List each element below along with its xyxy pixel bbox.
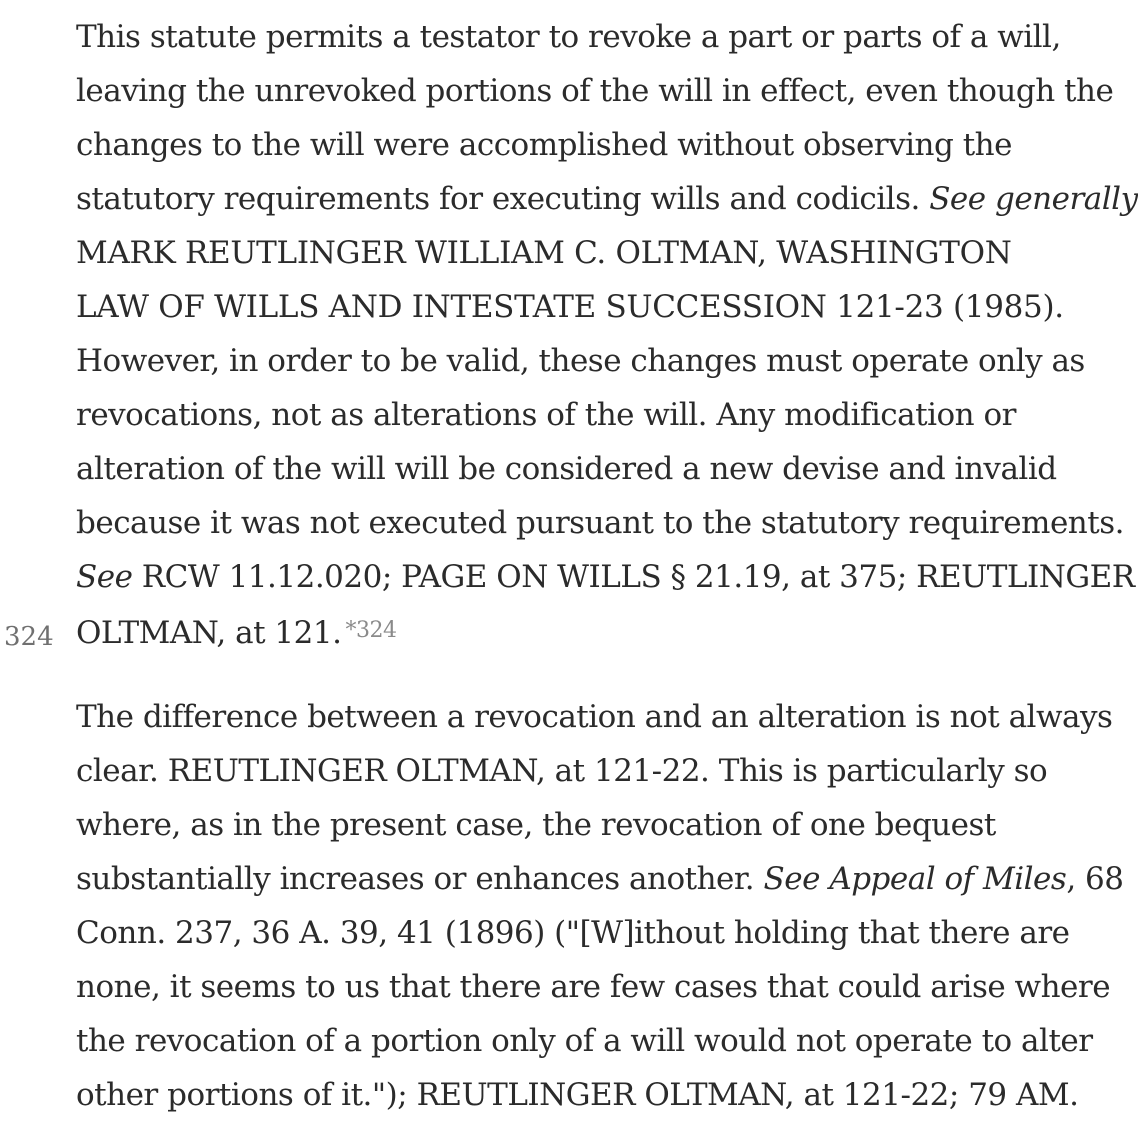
- text-line: However, in order to be valid, these changes must operate only as: [76, 343, 1085, 379]
- text-line: See RCW 11.12.020; PAGE ON WILLS § 21.19, at 375; REUTLINGER: [76, 559, 1135, 595]
- text-line: MARK REUTLINGER WILLIAM C. OLTMAN, WASHINGTON: [76, 235, 1012, 271]
- text-line: LAW OF WILLS AND INTESTATE SUCCESSION 121-23 (1985).: [76, 289, 1064, 325]
- case-citation-appeal-of-miles: See Appeal of Miles: [763, 861, 1067, 897]
- text-line: revocations, not as alterations of the will. Any modification or: [76, 397, 1016, 433]
- signal-see-generally: See generally: [929, 181, 1138, 217]
- text-line: none, it seems to us that there are few cases that could arise where: [76, 969, 1111, 1005]
- text-line: because it was not executed pursuant to the statutory requirements.: [76, 505, 1124, 541]
- text-line: This statute permits a testator to revoke a part or parts of a will,: [76, 19, 1061, 55]
- text-line: leaving the unrevoked portions of the will in effect, even though the: [76, 73, 1114, 109]
- signal-see: See: [76, 559, 133, 595]
- text-line: alteration of the will will be considered a new devise and invalid: [76, 451, 1057, 487]
- text-line: The difference between a revocation and an alteration is not always: [76, 699, 1113, 735]
- text-line: changes to the will were accomplished without observing the: [76, 127, 1012, 163]
- text-line: Conn. 237, 36 A. 39, 41 (1896) ("[W]ithout holding that there are: [76, 915, 1070, 951]
- paragraph-revocation-alteration: [76, 690, 1124, 1122]
- star-page-link[interactable]: *324: [345, 618, 397, 643]
- text-line: where, as in the present case, the revocation of one bequest: [76, 807, 996, 843]
- text-line: other portions of it."); REUTLINGER OLTMAN, at 121-22; 79 AM.: [76, 1077, 1079, 1113]
- margin-page-number: 324: [4, 622, 54, 652]
- text-line: the revocation of a portion only of a will would not operate to alter: [76, 1023, 1093, 1059]
- text-line: substantially increases or enhances another. See Appeal of Miles, 68: [76, 861, 1124, 897]
- text-line: OLTMAN, at 121. *324: [76, 615, 397, 651]
- text-line: clear. REUTLINGER OLTMAN, at 121-22. This is particularly so: [76, 753, 1048, 789]
- text-line: statutory requirements for executing wills and codicils. See generally: [76, 181, 1138, 217]
- paragraph-statute: [76, 10, 1138, 658]
